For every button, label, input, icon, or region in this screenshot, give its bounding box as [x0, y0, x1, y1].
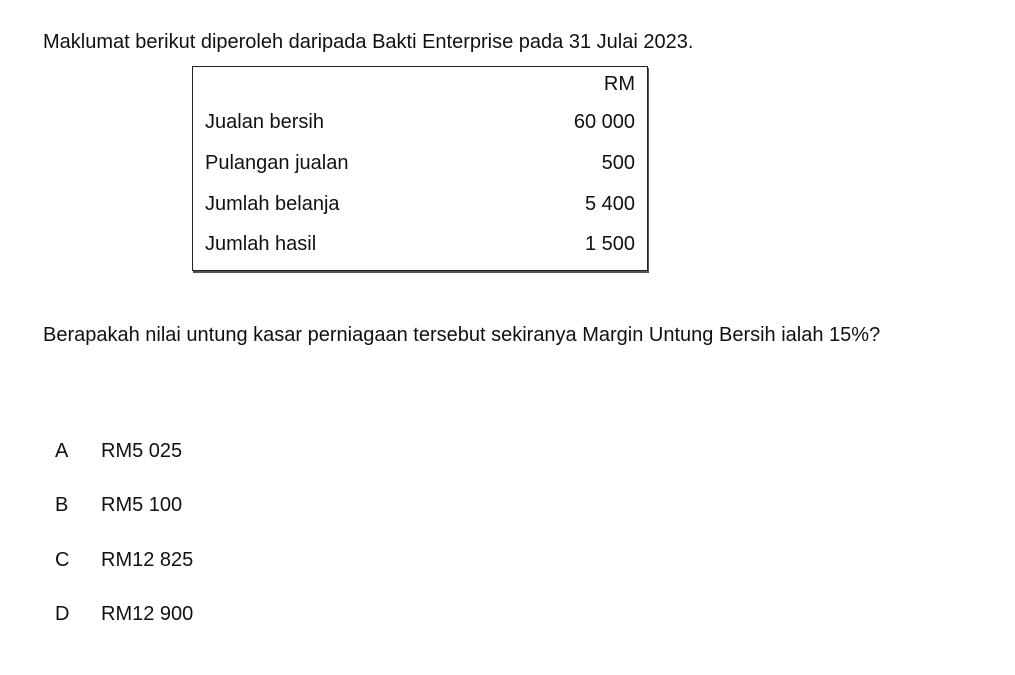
row-label: Jumlah hasil — [205, 233, 317, 255]
currency-unit-header: RM — [603, 73, 635, 95]
option-text: RM12 900 — [101, 603, 194, 625]
row-value: 5 400 — [584, 193, 635, 215]
row-value: 1 500 — [584, 233, 635, 255]
table-row — [205, 150, 635, 176]
row-label: Pulangan jualan — [205, 152, 349, 174]
financial-info-table — [192, 66, 648, 271]
option-text: RM5 025 — [101, 440, 183, 462]
row-label: Jualan bersih — [205, 111, 324, 133]
option-letter: D — [55, 603, 70, 625]
row-value: 60 000 — [573, 111, 635, 133]
option-letter: A — [55, 440, 69, 462]
option-text: RM12 825 — [101, 549, 194, 571]
option-letter: C — [55, 549, 70, 571]
table-row — [205, 231, 635, 257]
table-row — [205, 109, 635, 135]
option-text: RM5 100 — [101, 494, 183, 516]
row-label: Jumlah belanja — [205, 193, 340, 215]
question-text: Berapakah nilai untung kasar perniagaan tersebut sekiranya Margin Untung Bersih ialah 15%? — [43, 324, 881, 346]
option-letter: B — [55, 494, 69, 516]
intro-text: Maklumat berikut diperoleh daripada Bakti Enterprise pada 31 Julai 2023. — [43, 31, 694, 53]
table-row — [205, 191, 635, 217]
row-value: 500 — [601, 152, 635, 174]
